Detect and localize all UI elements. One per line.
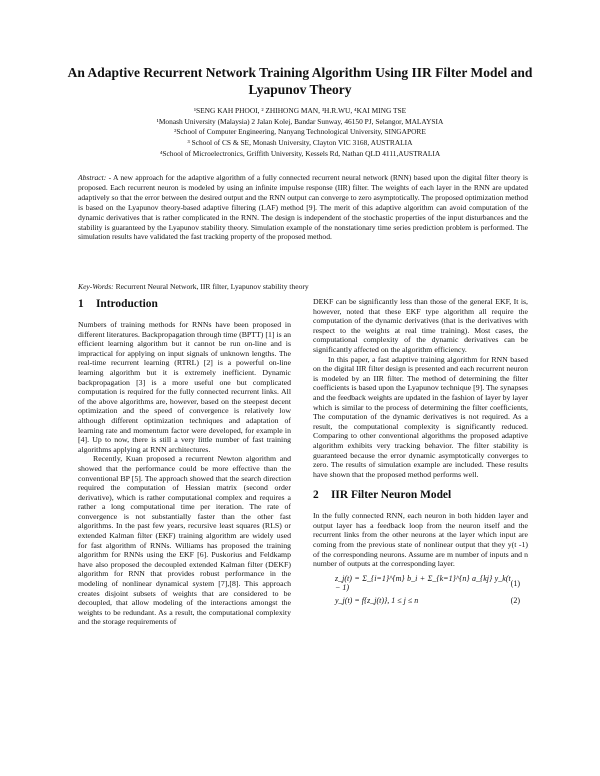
- section-2-paragraph-1: In the fully connected RNN, each neuron in both hidden layer and output layer has a feedback loop from the neuron itself and the recurrent links from the other neurons at the layer which input are coming from the previous state of nonlinear output that they y(t -1) of the corresponding neurons. Assume are m number of inputs and n number of outputs at the corresponding layer.: [313, 511, 528, 569]
- section-1-paragraph-4: In this paper, a fast adaptive training algorithm for RNN based on the digital IIR filter design is presented and each recurrent neuron is modeled by an IIR filter. The method of determining the filter coefficients is based upon the Lyapunov technique [9]. The synapses and the feedback weights are updated in the fashion of layer by layer which is similar to the process of determining the filter coefficients, The computation of the dynamic derivatives is not required. As a result, the computational complexity is significantly reduced. Comparing to other conventional algorithms the proposed adaptive algorithm exhibits very tracking behavior. The filter stability is guaranteed because the error dynamic asymptotically converges to zero. The results of simulation example are included. These results have shown that the proposed method performs well.: [313, 354, 528, 479]
- equation-1: [313, 575, 528, 592]
- section-1-paragraph-2: Recently, Kuan proposed a recurrent Newton algorithm and showed that the performance could be more effective than the conventional BP [5]. The approach showed that the search direction required the computation of Hessian matrix (second order derivative), which is rather computational complex and requires a rather a long computational time per iteration. The rate of convergence is not substantially faster than the other fast algorithms. In the past few years, recursive least squares (RLS) or extended Kalman filter (EKF) training algorithm are widely used for fast algorithm of RNNs. Williams has proposed the training algorithm for RNNs using the EKF [6]. Puskorius and Feldkamp have also proposed the decoupled extended Kalman filter (DEKF) algorithm for RNN that provides robust performance in the modeling of nonlinear dynamical system [7],[8]. This approach creates disjoint subsets of weights that are considered to be decoupled, that allow modeling of the interactions amongst the weights to be redundant. As a result, the computational complexity and the storage requirements of: [78, 454, 291, 627]
- keywords-text: Recurrent Neural Network, IIR filter, Lyapunov stability theory: [113, 282, 309, 291]
- equation-2-body: y_j(t) = f{z_j(t)}, 1 ≤ j ≤ n: [335, 595, 419, 605]
- section-1-heading: 1 Introduction: [78, 298, 158, 310]
- abstract-label: Abstract: -: [78, 173, 112, 182]
- affiliation-4: ⁴School of Microelectronics, Griffith University, Kessels Rd, Nathan QLD 4111,AUSTRALIA: [159, 148, 441, 158]
- equation-2: [313, 592, 528, 609]
- author-names: ¹SENG KAH PHOOI, ² ZHIHONG MAN, ³H.R.WU, ⁴KAI MING TSE: [193, 106, 407, 115]
- right-column: [313, 297, 528, 609]
- keywords: [78, 282, 528, 292]
- section-1-paragraph-3: DEKF can be significantly less than those of the general EKF, It is, however, noted that these EKF type algorithm all require the computation of the dynamic derivatives (that is the derivatives with respect to the weights at real time training). Most cases, the computational complexity of the dynamic derivatives can be significantly affected on the algorithm efficiency.: [313, 297, 528, 354]
- abstract-text: A new approach for the adaptive algorithm of a fully connected recurrent neural network (RNN) based upon the digital filter theory is proposed. Each recurrent neuron is modeled by using an infinite impulse response (IIR) filter. The weights of each layer in the RNN are updated adaptively so that the error between the desired output and the RNN output can converge to zero asymptotically. The proposed optimization method is based on the Lyapunov theory-based adaptive filtering (LAF) method [9]. The merit of this adaptive algorithm can avoid computation of the dynamic derivatives that is rather complicated in the RNN. The design is independent of the stochastic properties of the input disturbances and the stability is guaranteed by the Lyapunov stability theory. Simulation example of the nonstationary time series prediction problem is performed. The simulation results have validated the fast tracking property of the proposed method.: [78, 173, 528, 242]
- equations: [313, 575, 528, 609]
- section-1-paragraph-1: Numbers of training methods for RNNs have been proposed in different literatures. Backpropagation through time (BPTT) [1] is an efficient learning algorithm but it cannot be run on-line and is impractical for applying on input signals of unknown lengths. The real-time recurrent learning (RTRL) [2] is a powerful on-line learning algorithm but it is extremely inefficient. Dynamic backpropagation [3] is a more useful one but complicated computation is required for the fully connected recurrent links. All of the above algorithms are, however, based on the steepest decent optimization and the speed of convergence is relatively low although different optimization techniques and adaptation of learning rate and momentum factor were developed, for example in [4]. Up to now, there is still a very little number of fast training algorithms applying at RNN architectures.: [78, 320, 291, 454]
- equation-1-number: (1): [510, 578, 520, 588]
- affiliation-1: ¹Monash University (Malaysia) 2 Jalan Kolej, Bandar Sunway, 46150 PJ, Selangor, MALAYSIA: [156, 116, 444, 126]
- affiliation-3: ³ School of CS & SE, Monash University, Clayton VIC 3168, AUSTRALIA: [187, 138, 413, 148]
- abstract: [78, 173, 528, 242]
- author-block: [60, 106, 540, 160]
- keywords-label: Key-Words:: [78, 282, 114, 291]
- section-2-heading: 2 IIR Filter Neuron Model: [313, 489, 452, 502]
- paper-title: An Adaptive Recurrent Network Training Algorithm Using IIR Filter Model and Lyapunov Theory: [67, 65, 533, 97]
- affiliation-2: ²School of Computer Engineering, Nanyang Technological University, SINGAPORE: [174, 127, 426, 137]
- equation-2-number: (2): [510, 595, 520, 605]
- left-column: [78, 297, 291, 627]
- equation-1-body: z_j(t) = Σ_{i=1}^{m} b_i + Σ_{k=1}^{n} a_{kj} y_k(t − 1): [335, 573, 511, 593]
